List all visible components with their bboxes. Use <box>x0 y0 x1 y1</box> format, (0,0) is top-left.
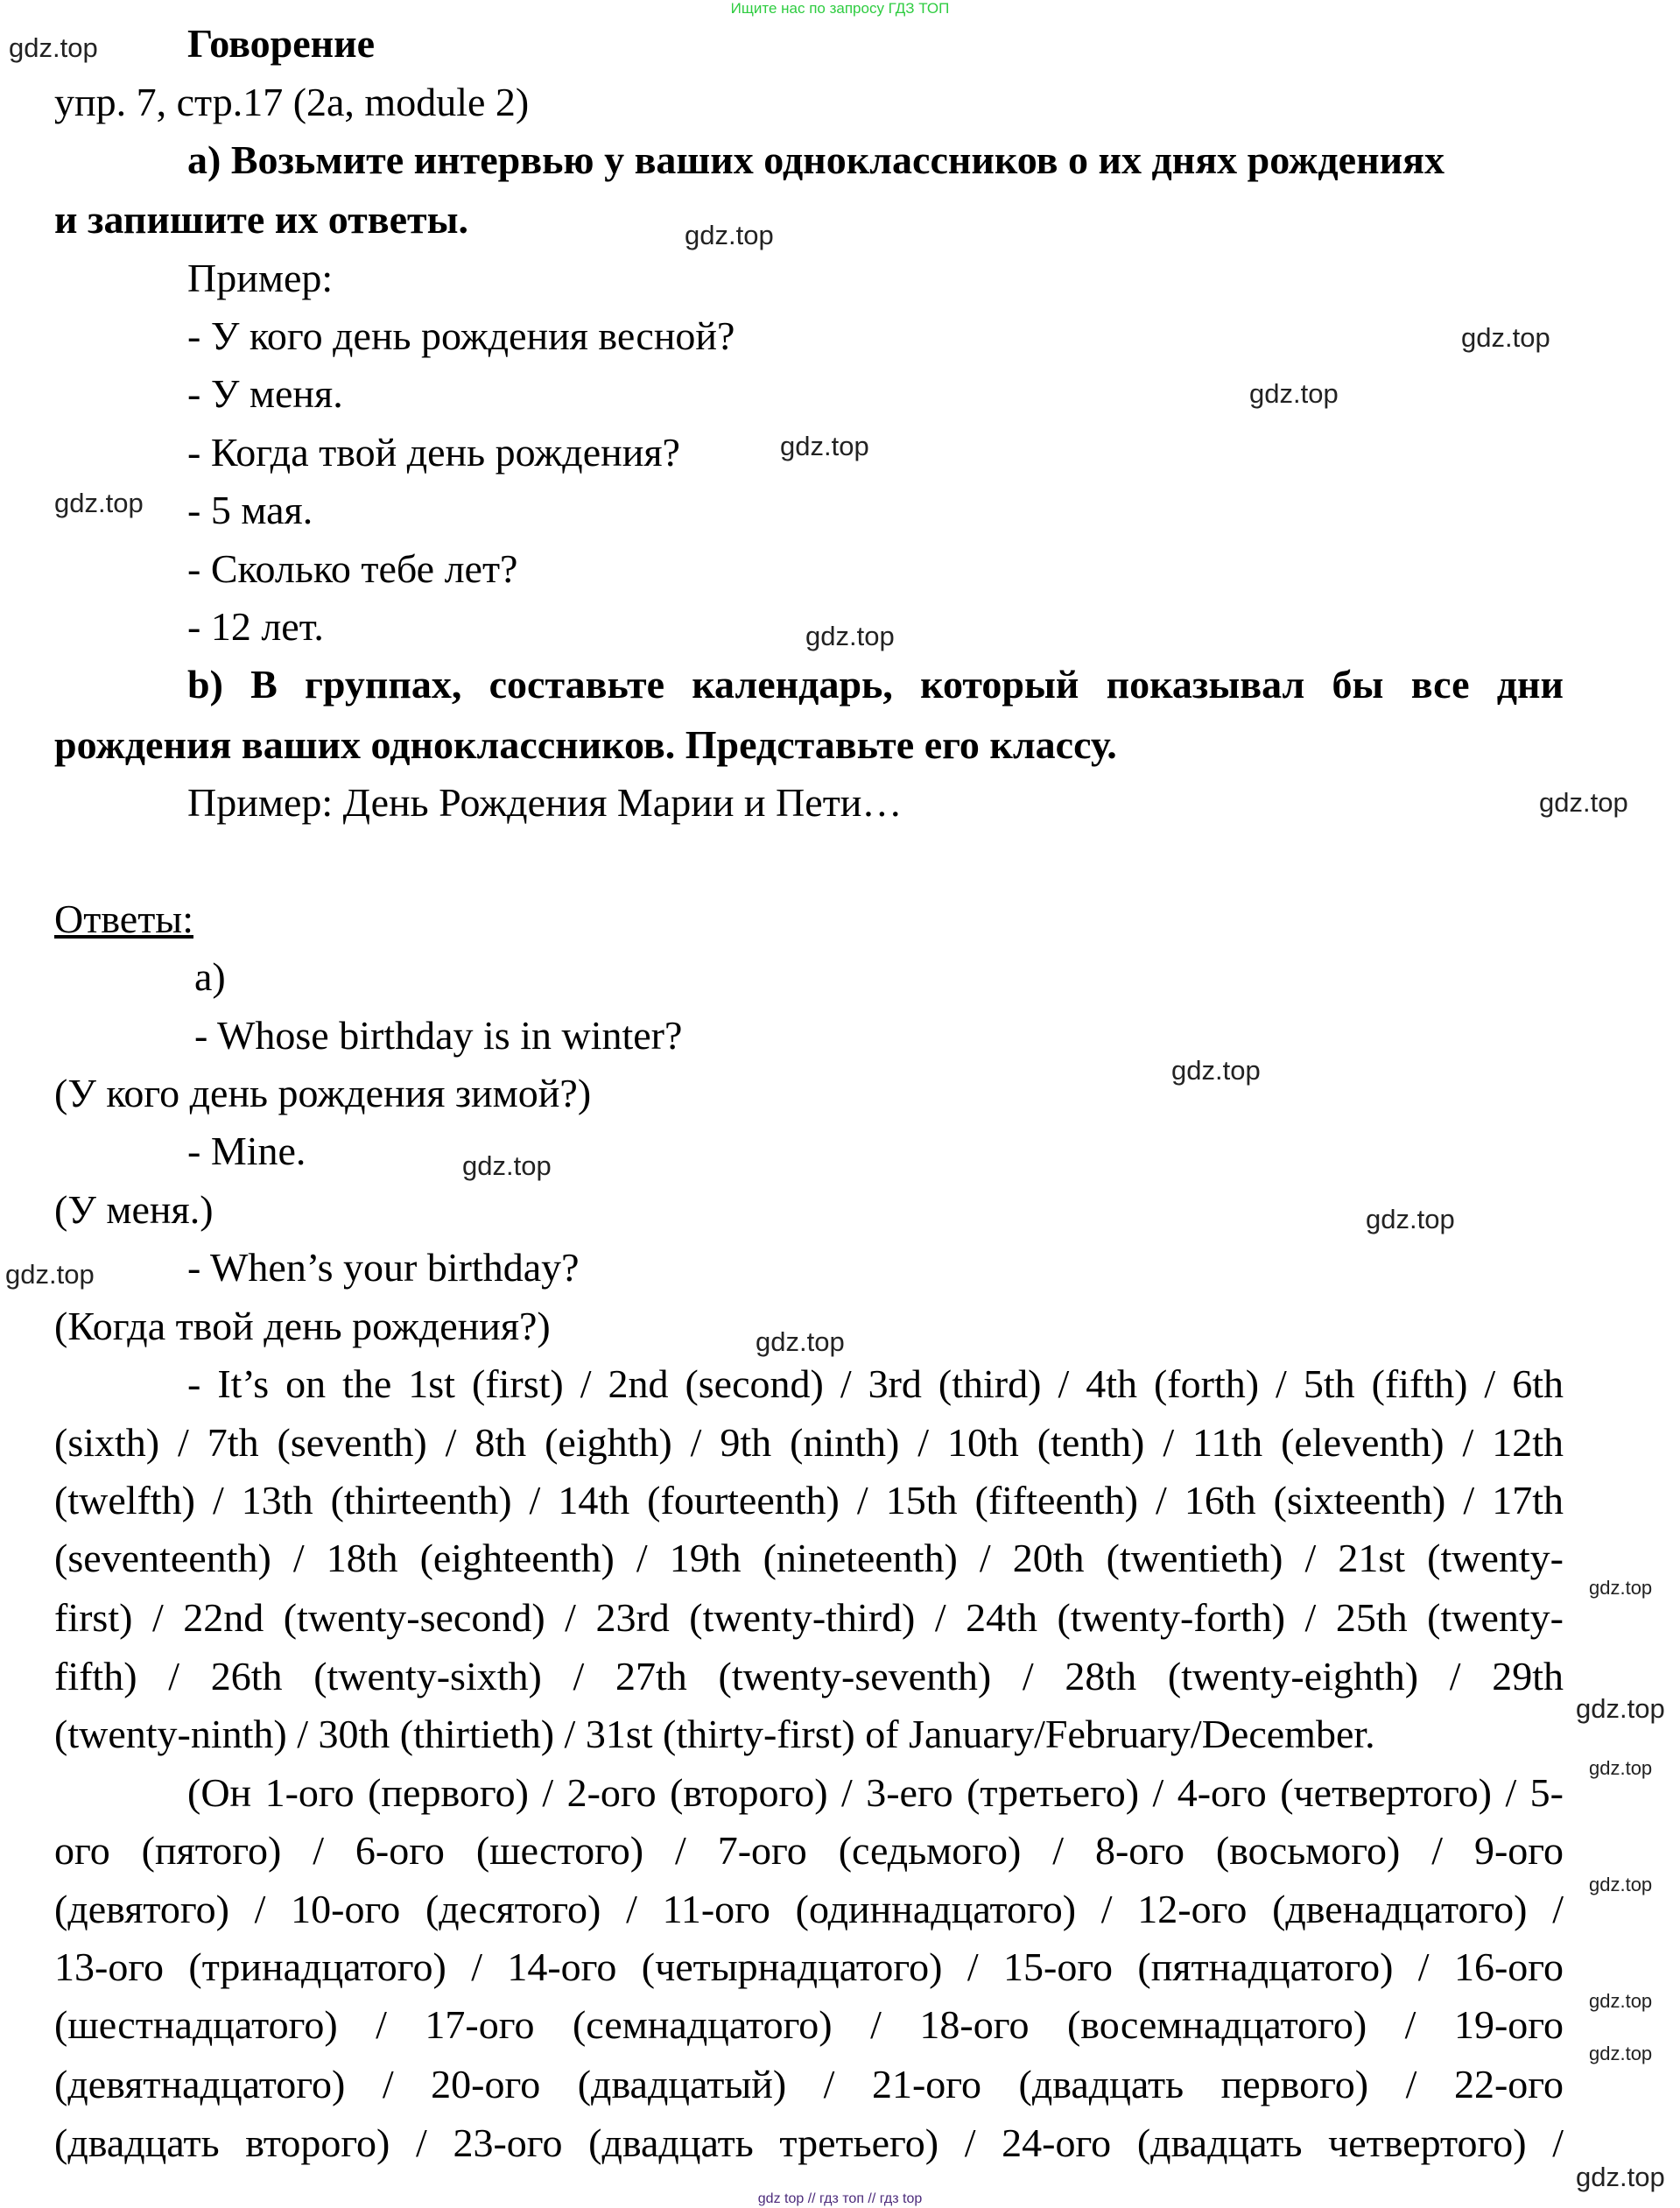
watermark: gdz.top <box>780 431 869 462</box>
text-line: (У кого день рождения зимой?) <box>54 1071 592 1116</box>
watermark: gdz.top <box>9 32 98 64</box>
text-line: - 5 мая. <box>187 488 313 533</box>
task-b: b) В группах, составьте календарь, который показывал бы все дни <box>187 662 1564 707</box>
text-line: fifth) / 26th (twenty-sixth) / 27th (twenty-seventh) / 28th (twenty-eighth) / 29th <box>54 1653 1564 1698</box>
watermark: gdz.top <box>685 219 774 250</box>
watermark: gdz.top <box>462 1150 552 1181</box>
watermark: gdz.top <box>54 488 144 519</box>
section-title: Говорение <box>187 21 376 67</box>
text-line: (twenty-ninth) / 30th (thirtieth) / 31st (thirty-first) of January/February/December. <box>54 1712 1375 1757</box>
footer-watermark: gdz top // гдз топ // гдз top <box>757 2191 923 2206</box>
text-line: (sixth) / 7th (seventh) / 8th (eighth) / 9th (ninth) / 10th (tenth) / 11th (eleventh) / 12th <box>54 1419 1564 1465</box>
watermark: gdz.top <box>1576 1693 1665 1725</box>
answers-heading: Ответы: <box>54 896 193 941</box>
text-line: - У кого день рождения весной? <box>187 313 735 358</box>
watermark: gdz.top <box>1589 1873 1653 1895</box>
task-b-cont: рождения ваших одноклассников. Представьте его классу. <box>54 721 1117 767</box>
text-line: - Когда твой день рождения? <box>187 429 680 475</box>
example-label: Пример: <box>187 255 334 300</box>
watermark: gdz.top <box>5 1259 95 1290</box>
text-line: (шестнадцатого) / 17-ого (семнадцатого) / 18-ого (восемнадцатого) / 19-ого <box>54 2002 1564 2048</box>
text-line: (двадцать второго) / 23-ого (двадцать третьего) / 24-ого (двадцать четвертого) / <box>54 2120 1564 2165</box>
text-line: 13-ого (тринадцатого) / 14-ого (четырнадцатого) / 15-ого (пятнадцатого) / 16-ого <box>54 1944 1564 1989</box>
exercise-ref: упр. 7, стр.17 (2a, module 2) <box>54 79 530 124</box>
search-banner: Ищите нас по запросу ГДЗ ТОП <box>730 0 950 17</box>
watermark: gdz.top <box>1589 1757 1653 1780</box>
text-line: a) <box>194 954 226 1000</box>
watermark: gdz.top <box>1461 321 1550 353</box>
task-a: a) Возьмите интервью у ваших одноклассников о их днях рождениях <box>187 137 1445 183</box>
watermark: gdz.top <box>1249 378 1339 410</box>
watermark: gdz.top <box>1576 2161 1665 2192</box>
text-line: (seventeenth) / 18th (eighteenth) / 19th (nineteenth) / 20th (twentieth) / 21st (twenty- <box>54 1536 1564 1581</box>
text-line: - It’s on the 1st (first) / 2nd (second) / 3rd (third) / 4th (forth) / 5th (fifth) / 6th <box>187 1361 1564 1407</box>
text-line: - When’s your birthday? <box>187 1245 580 1290</box>
text-line: ого (пятого) / 6-ого (шестого) / 7-ого (седьмого) / 8-ого (восьмого) / 9-ого <box>54 1828 1564 1874</box>
text-line: - Mine. <box>187 1129 306 1174</box>
watermark: gdz.top <box>1589 2042 1653 2064</box>
task-a-cont: и запишите их ответы. <box>54 197 469 243</box>
text-line: (Он 1-ого (первого) / 2-ого (второго) / 3-его (третьего) / 4-ого (четвертого) / 5- <box>187 1769 1564 1815</box>
text-line: (У меня.) <box>54 1186 214 1232</box>
watermark: gdz.top <box>1589 1989 1653 2012</box>
text-line: (Когда твой день рождения?) <box>54 1303 551 1348</box>
example-b: Пример: День Рождения Марии и Пети… <box>187 779 903 825</box>
text-line: (девятого) / 10-ого (десятого) / 11-ого (одиннадцатого) / 12-ого (двенадцатого) / <box>54 1886 1564 1931</box>
watermark: gdz.top <box>1171 1055 1261 1086</box>
text-line: - Whose birthday is in winter? <box>194 1012 683 1058</box>
text-line: (twelfth) / 13th (thirteenth) / 14th (fourteenth) / 15th (fifteenth) / 16th (sixteenth) / 17th <box>54 1477 1564 1522</box>
text-line: (девятнадцатого) / 20-ого (двадцатый) / 21-ого (двадцать первого) / 22-ого <box>54 2062 1564 2107</box>
text-line: first) / 22nd (twenty-second) / 23rd (twenty-third) / 24th (twenty-forth) / 25th (twenty- <box>54 1595 1564 1641</box>
watermark: gdz.top <box>805 621 895 652</box>
watermark: gdz.top <box>756 1326 845 1357</box>
text-line: - Сколько тебе лет? <box>187 545 518 591</box>
watermark: gdz.top <box>1366 1204 1455 1235</box>
text-line: - 12 лет. <box>187 604 324 650</box>
watermark: gdz.top <box>1539 786 1628 818</box>
watermark: gdz.top <box>1589 1577 1653 1600</box>
text-line: - У меня. <box>187 371 343 417</box>
